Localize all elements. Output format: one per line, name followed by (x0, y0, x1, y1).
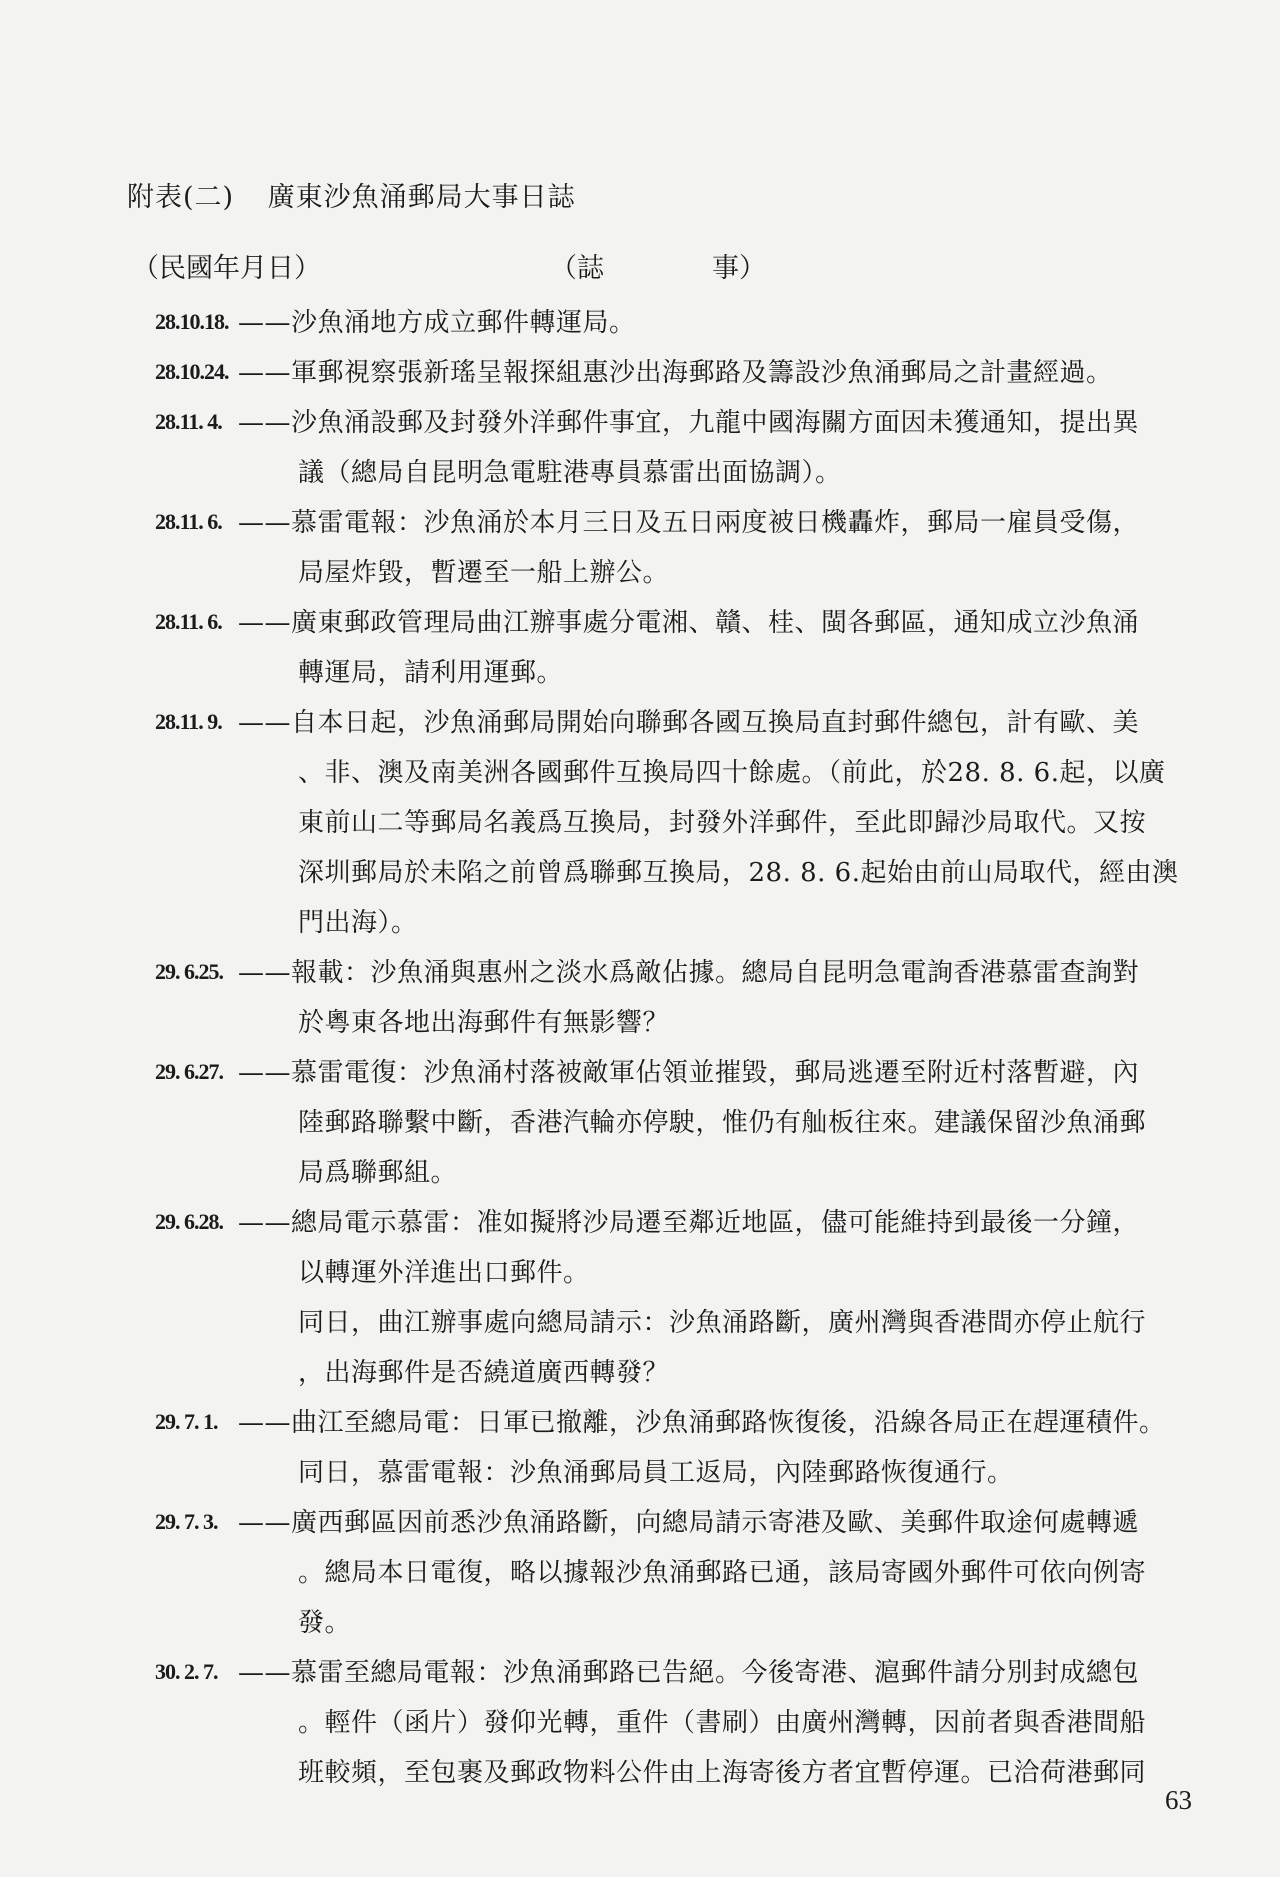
table-title (127, 175, 576, 214)
entry-line: ——自本日起，沙魚涌郵局開始向聯郵各國互換局直封郵件總包，計有歐、美 (238, 708, 1140, 738)
entry-line: 東前山二等郵局名義爲互換局，封發外洋郵件，至此即歸沙局取代。又按 (298, 808, 1147, 838)
entry-line: ——報載：沙魚涌與惠州之淡水爲敵佔據。總局自昆明急電詢香港慕雷查詢對 (238, 958, 1140, 988)
entry-line: ——沙魚涌地方成立郵件轉運局。 (238, 308, 636, 338)
entry-line: 於粵東各地出海郵件有無影響？ (298, 1008, 670, 1038)
entry-date: 29. 7. 1. (155, 1409, 218, 1434)
entry-line: 門出海）。 (298, 908, 418, 938)
entry-line: ，出海郵件是否繞道廣西轉發？ (298, 1358, 670, 1388)
entry-line: ——廣西郵區因前悉沙魚涌路斷，向總局請示寄港及歐、美郵件取途何處轉遞 (238, 1508, 1140, 1538)
entry-text (238, 948, 1198, 1048)
entry-line: 局爲聯郵組。 (298, 1158, 458, 1188)
entry-text (238, 348, 1198, 398)
entry-text (238, 398, 1198, 498)
entry-line: ——曲江至總局電：日軍已撤離，沙魚涌郵路恢復後，沿線各局正在趕運積件。 (238, 1408, 1166, 1438)
entry-date: 30. 2. 7. (155, 1659, 218, 1684)
table-title-label: 附表(二) (127, 182, 235, 213)
entry-text (238, 1648, 1198, 1798)
entry-line: 、非、澳及南美洲各國郵件互換局四十餘處。（前此，於28. 8. 6.起，以廣 (298, 758, 1166, 788)
entry-text (238, 698, 1198, 948)
entry-line: ——慕雷電報：沙魚涌於本月三日及五日兩度被日機轟炸，郵局一雇員受傷， (238, 508, 1140, 538)
entry-text (238, 1198, 1198, 1398)
entry-line: 發。 (298, 1608, 352, 1638)
entry-line: 深圳郵局於未陷之前曾爲聯郵互換局，28. 8. 6.起始由前山局取代，經由澳 (298, 858, 1179, 888)
entry-line: 同日，慕雷電報：沙魚涌郵局員工返局，內陸郵路恢復通行。 (298, 1458, 1014, 1488)
entry-line: 同日，曲江辦事處向總局請示：沙魚涌路斷，廣州灣與香港間亦停止航行 (298, 1308, 1147, 1338)
entry-line: 議（總局自昆明急電駐港專員慕雷出面協調）。 (298, 458, 842, 488)
entry-date: 28.11. 6. (155, 509, 222, 534)
event-column-header: （誌 事） (550, 253, 766, 284)
table-title-text: 廣東沙魚涌郵局大事日誌 (267, 182, 576, 213)
entry-text (238, 1398, 1198, 1498)
entry-date: 29. 7. 3. (155, 1509, 218, 1534)
entry-date: 28.11. 9. (155, 709, 222, 734)
entry-date: 29. 6.28. (155, 1209, 223, 1234)
entry-line: 以轉運外洋進出口郵件。 (298, 1258, 590, 1288)
entry-line: ——慕雷至總局電報：沙魚涌郵路已告絕。今後寄港、滬郵件請分別封成總包 (238, 1658, 1140, 1688)
entry-text (238, 1048, 1198, 1198)
entry-date: 28.10.24. (155, 359, 229, 384)
entry-text (238, 1498, 1198, 1648)
page-number: 63 (1165, 1785, 1192, 1815)
entry-line: ——沙魚涌設郵及封發外洋郵件事宜，九龍中國海關方面因未獲通知，提出異 (238, 408, 1140, 438)
entry-date: 29. 6.27. (155, 1059, 223, 1084)
date-column-header: （民國年月日） (132, 253, 321, 284)
entry-line: 陸郵路聯繫中斷，香港汽輪亦停駛，惟仍有舢板往來。建議保留沙魚涌郵 (298, 1108, 1147, 1138)
entry-line: ——慕雷電復：沙魚涌村落被敵軍佔領並摧毀，郵局逃遷至附近村落暫避，內 (238, 1058, 1140, 1088)
entry-date: 29. 6.25. (155, 959, 223, 984)
entry-text (238, 298, 1198, 348)
entry-date: 28.11. 6. (155, 609, 222, 634)
entry-date: 28.10.18. (155, 309, 229, 334)
entry-date: 28.11. 4. (155, 409, 222, 434)
entry-line: 局屋炸毀，暫遷至一船上辦公。 (298, 558, 670, 588)
entry-line: 。總局本日電復，略以據報沙魚涌郵路已通，該局寄國外郵件可依向例寄 (298, 1558, 1147, 1588)
entry-line: 。輕件（函片）發仰光轉，重件（書刷）由廣州灣轉，因前者與香港間船 (298, 1708, 1147, 1738)
entry-line: ——軍郵視察張新瑤呈報探組惠沙出海郵路及籌設沙魚涌郵局之計畫經過。 (238, 358, 1113, 388)
entry-line: ——總局電示慕雷：准如擬將沙局遷至鄰近地區，儘可能維持到最後一分鐘， (238, 1208, 1140, 1238)
entry-line: 轉運局，請利用運郵。 (298, 658, 564, 688)
entry-text (238, 498, 1198, 598)
entry-line: ——廣東郵政管理局曲江辦事處分電湘、贛、桂、閩各郵區，通知成立沙魚涌 (238, 608, 1140, 638)
entry-text (238, 598, 1198, 698)
entry-line: 班較頻，至包裹及郵政物料公件由上海寄後方者宜暫停運。已洽荷港郵同 (298, 1758, 1147, 1788)
